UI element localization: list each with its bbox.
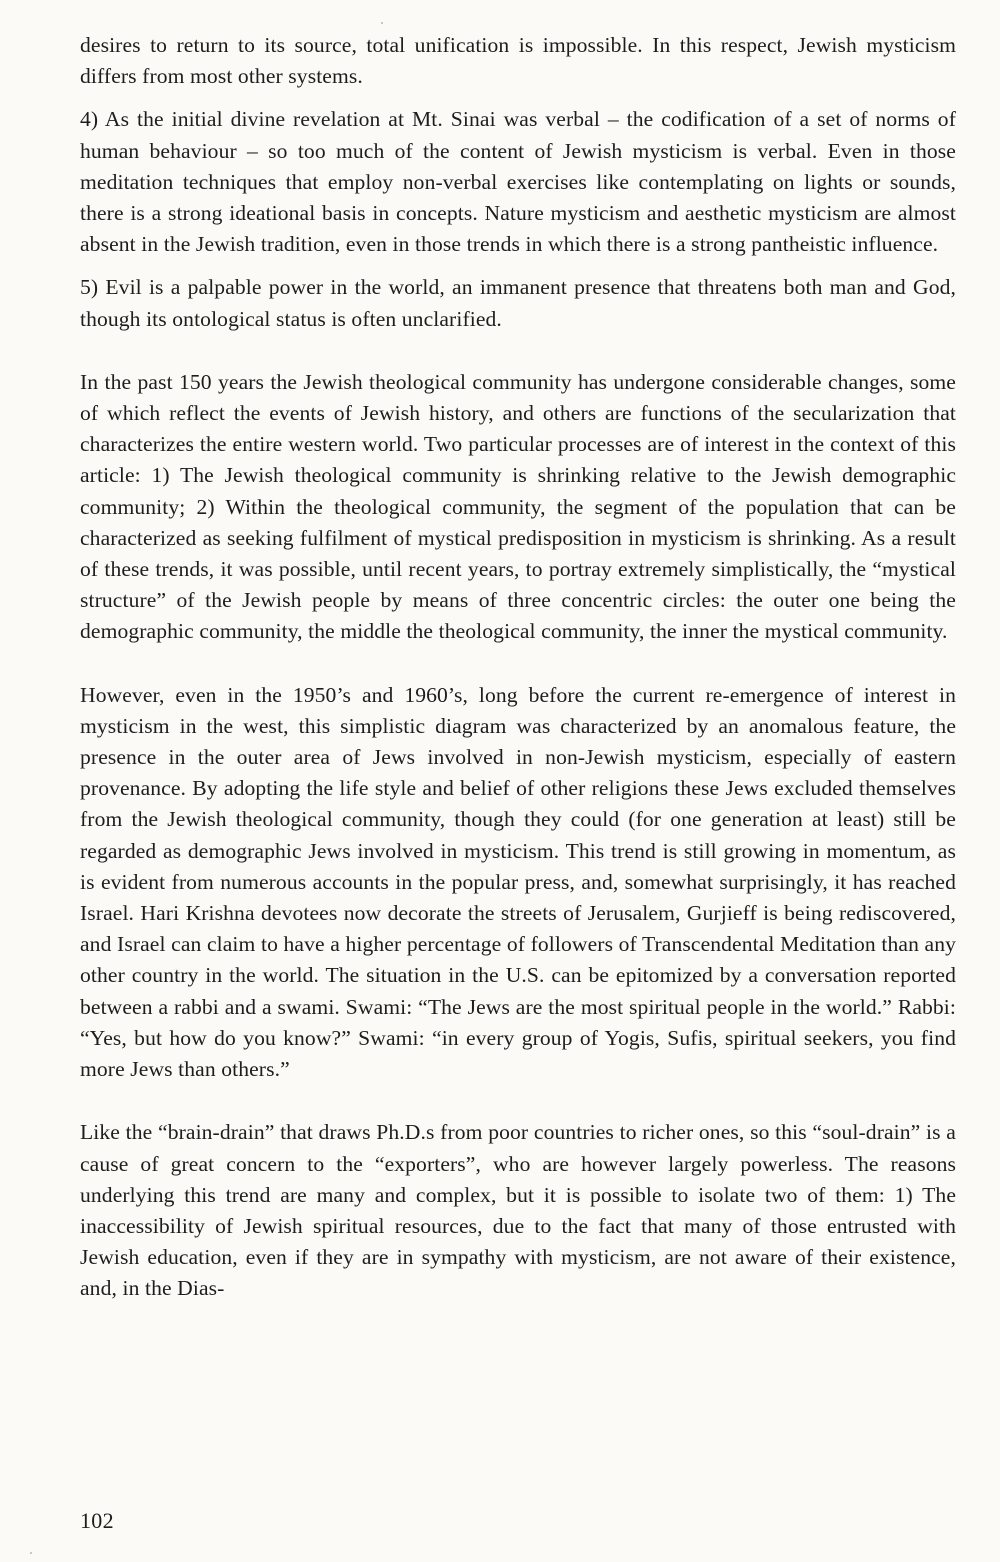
scan-speck bbox=[30, 1552, 32, 1554]
paragraph-anomalous-feature: However, even in the 1950’s and 1960’s, long before the current re-emergence of interest in mysticism in the west, this simplistic diagram was characterized by an anomalous feature, the presence in the outer area of Jews involved in non-Jewish mysticism, especially of eastern provenance. By adopting the life style and belief of other religions these Jews excluded themselves from the Jewish theological community, though they could (for one generation at least) still be regarded as demographic Jews involved in mysticism. This trend is still growing in momentum, as is evident from numerous accounts in the popular press, and, somewhat surprisingly, it has reached Israel. Hari Krishna devotees now decorate the streets of Jerusalem, Gurjieff is being rediscovered, and Israel can claim to have a higher percentage of followers of Transcendental Meditation than any other country in the world. The situation in the U.S. can be epitomized by a conversation reported between a rabbi and a swami. Swami: “The Jews are the most spiritual people in the world.” Rabbi: “Yes, but how do you know?” Swami: “in every group of Yogis, Sufis, spiritual seekers, you find more Jews than others.” bbox=[80, 682, 956, 1082]
page-number: 102 bbox=[80, 1508, 114, 1533]
paragraph-point-5: 5) Evil is a palpable power in the world, an immanent presence that threatens both man and God, though its ontological status is often unclarified. bbox=[80, 275, 956, 331]
paragraph-point-4: 4) As the initial divine revelation at Mt. Sinai was verbal – the codification of a set of norms of human behaviour – so too much of the content of Jewish mysticism is verbal. Even in those meditation techniques that employ non-verbal exercises like contemplating on lights or sounds, there is a strong ideational basis in concepts. Nature mysticism and aesthetic mysticism are almost absent in the Jewish tradition, even in those trends in which there is a strong pantheistic influence. bbox=[80, 107, 956, 257]
page-body bbox=[80, 30, 956, 1305]
paragraph-continuation: desires to return to its source, total unification is impossible. In this respect, Jewish mysticism differs from most other systems. bbox=[80, 33, 956, 89]
paragraph-theological-community: In the past 150 years the Jewish theological community has undergone considerable changes, some of which reflect the events of Jewish history, and others are functions of the secularization that characterizes the entire western world. Two particular processes are of interest in the context of this article: 1) The Jewish theological community is shrinking relative to the Jewish demographic community; 2) Within the theological community, the segment of the population that can be characterized as seeking fulfilment of mystical predisposition in mysticism is shrinking. As a result of these trends, it was possible, until recent years, to portray extremely simplistically, the “mystical structure” of the Jewish people by means of three concentric circles: the outer one being the demographic community, the middle the theological community, the inner the mystical community. bbox=[80, 369, 956, 644]
scan-speck bbox=[381, 22, 383, 24]
paragraph-soul-drain: Like the “brain-drain” that draws Ph.D.s from poor countries to richer ones, so this “soul-drain” is a cause of great concern to the “exporters”, who are however largely powerless. The reasons underlying this trend are many and complex, but it is possible to isolate two of them: 1) The inaccessibility of Jewish spiritual resources, due to the fact that many of those entrusted with Jewish education, even if they are in sympathy with mysticism, are not aware of their existence, and, in the Dias- bbox=[80, 1120, 956, 1301]
